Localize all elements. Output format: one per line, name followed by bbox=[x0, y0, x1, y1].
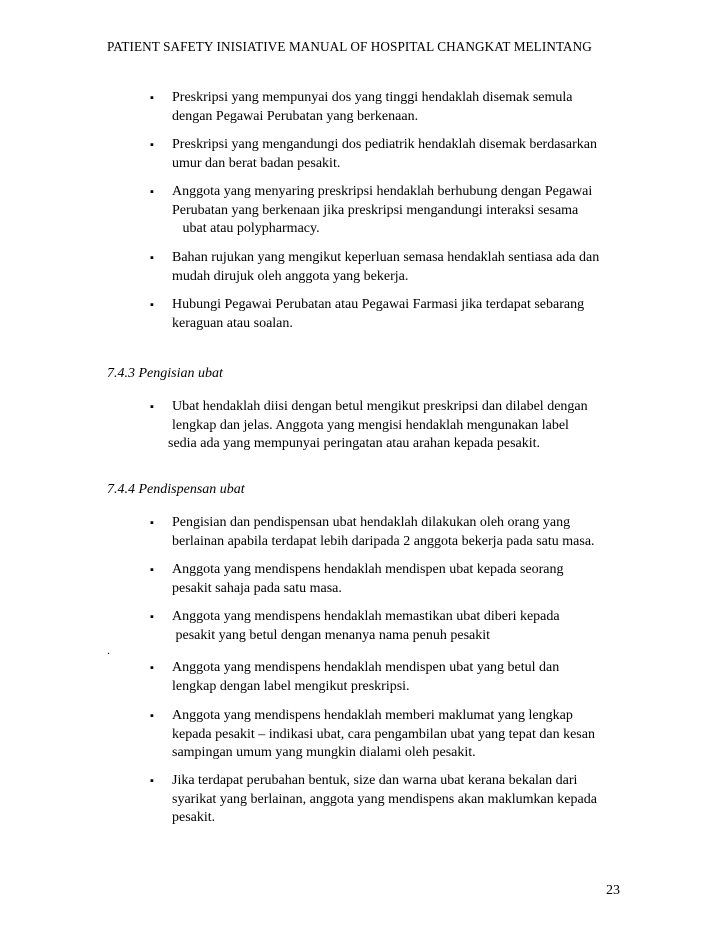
list-item-line: Anggota yang mendispens hendaklah mendispen ubat yang betul dan bbox=[172, 660, 560, 675]
bullet-icon: ▪ bbox=[150, 92, 154, 104]
list-item-line: Hubungi Pegawai Perubatan atau Pegawai Farmasi jika terdapat sebarang bbox=[172, 297, 585, 312]
list-item-line: Preskripsi yang mengandungi dos pediatrik hendaklah disemak berdasarkan bbox=[172, 137, 597, 152]
list-item-line: pesakit yang betul dengan menanya nama penuh pesakit bbox=[172, 627, 491, 643]
list-item-line: Anggota yang mendispens hendaklah memberi maklumat yang lengkap bbox=[172, 708, 573, 723]
bullet-icon: ▪ bbox=[150, 299, 154, 311]
list-item-line: Perubatan yang berkenaan jika preskripsi mengandungi interaksi sesama bbox=[172, 202, 579, 218]
bullet-icon: ▪ bbox=[150, 564, 154, 576]
bullet-icon: ▪ bbox=[150, 611, 154, 623]
bullet-icon: ▪ bbox=[150, 139, 154, 151]
section-heading-7-4-3: 7.4.3 Pengisian ubat bbox=[107, 366, 223, 381]
list-item-line: Pengisian dan pendispensan ubat hendaklah dilakukan oleh orang yang bbox=[172, 515, 571, 530]
list-item-line: umur dan berat badan pesakit. bbox=[172, 155, 341, 171]
list-item-line: Anggota yang menyaring preskripsi hendaklah berhubung dengan Pegawai bbox=[172, 184, 593, 199]
bullet-icon: ▪ bbox=[150, 662, 154, 674]
list-item-line: lengkap dan jelas. Anggota yang mengisi hendaklah mengunakan label bbox=[172, 417, 569, 433]
list-item-line: keraguan atau soalan. bbox=[172, 315, 293, 331]
list-item-line: sampingan umum yang mungkin dialami oleh pesakit. bbox=[172, 745, 476, 760]
list-item-line: kepada pesakit – indikasi ubat, cara pengambilan ubat yang tepat dan kesan bbox=[172, 726, 595, 742]
bullet-icon: ▪ bbox=[150, 186, 154, 198]
page-header: PATIENT SAFETY INISIATIVE MANUAL OF HOSPITAL CHANGKAT MELINTANG bbox=[107, 39, 592, 54]
list-item-line: Jika terdapat perubahan bentuk, size dan warna ubat kerana bekalan dari bbox=[172, 773, 578, 788]
list-item-line: berlainan apabila terdapat lebih daripada 2 anggota bekerja pada satu masa. bbox=[172, 533, 595, 549]
bullet-icon: ▪ bbox=[150, 401, 154, 413]
list-item-line: lengkap dengan label mengikut preskripsi. bbox=[172, 678, 410, 694]
list-item-line: pesakit sahaja pada satu masa. bbox=[172, 580, 342, 596]
page-number: 23 bbox=[606, 883, 620, 898]
bullet-icon: ▪ bbox=[150, 517, 154, 529]
list-item-line: syarikat yang berlainan, anggota yang mendispens akan maklumkan kepada bbox=[172, 791, 597, 807]
list-item-line: dengan Pegawai Perubatan yang berkenaan. bbox=[172, 108, 419, 124]
stray-mark: . bbox=[107, 643, 110, 657]
list-item-line: Preskripsi yang mempunyai dos yang tinggi hendaklah disemak semula bbox=[172, 90, 573, 105]
list-item-line: Anggota yang mendispens hendaklah memastikan ubat diberi kepada bbox=[172, 609, 560, 624]
list-item-line: ubat atau polypharmacy. bbox=[172, 221, 320, 236]
list-item-line: pesakit. bbox=[172, 810, 216, 825]
bullet-icon: ▪ bbox=[150, 710, 154, 722]
bullet-icon: ▪ bbox=[150, 252, 154, 264]
list-item-line: Anggota yang mendispens hendaklah mendispen ubat kepada seorang bbox=[172, 562, 564, 577]
section-heading-7-4-4: 7.4.4 Pendispensan ubat bbox=[107, 482, 245, 497]
list-item-line: Ubat hendaklah diisi dengan betul mengikut preskripsi dan dilabel dengan bbox=[172, 399, 588, 414]
list-item-line: mudah dirujuk oleh anggota yang bekerja. bbox=[172, 268, 409, 284]
bullet-icon: ▪ bbox=[150, 775, 154, 787]
list-item-line: Bahan rujukan yang mengikut keperluan semasa hendaklah sentiasa ada dan bbox=[172, 250, 600, 265]
list-item-line: sedia ada yang mempunyai peringatan atau arahan kepada pesakit. bbox=[168, 436, 541, 451]
